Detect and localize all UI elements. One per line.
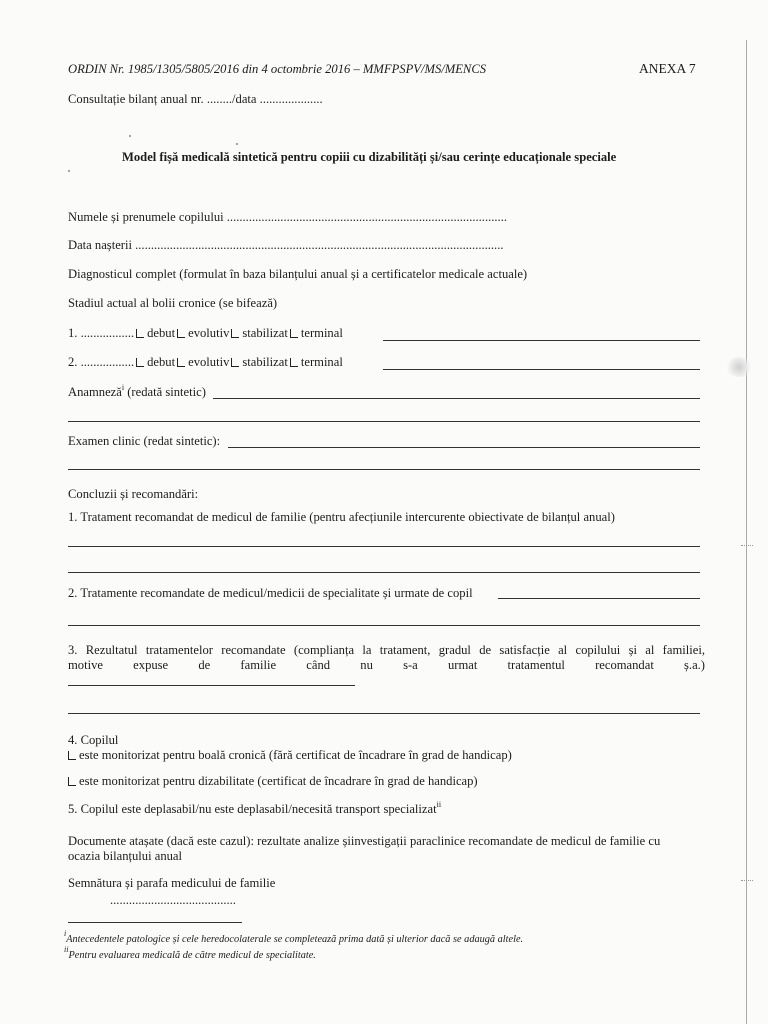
annex-label: ANEXA 7 xyxy=(639,61,696,76)
answer-line xyxy=(68,572,700,573)
scan-speck xyxy=(236,143,238,145)
item-4-option-1: este monitorizat pentru boală cronică (fără certificat de încadrare în grad de handicap) xyxy=(66,748,512,763)
item-1-label: 1. Tratament recomandat de medicul de familie (pentru afecțiunile intercurente obiectivate de bilanțul anual) xyxy=(68,510,615,524)
item-4-heading: 4. Copilul xyxy=(68,733,119,747)
stage-row-number: 2. ................. xyxy=(68,355,135,369)
stage-row-1 xyxy=(68,326,343,341)
conclusions-label: Concluzii și recomandări: xyxy=(68,487,199,501)
signature-dots: ........................................ xyxy=(110,893,236,907)
anamneza-label: Anamneză$^i$ (redată sintetic) xyxy=(68,383,206,399)
checkbox[interactable] xyxy=(136,329,144,338)
birth-date-field: Data nașterii ..................................................................................................................... xyxy=(68,238,504,252)
item-3-line-2: motive expuse de familie când nu s-a urmat tratamentul recomandat ș.a.) xyxy=(68,658,705,672)
checkbox[interactable] xyxy=(290,358,298,367)
answer-line xyxy=(498,598,700,599)
stage-row-number: 1. ................. xyxy=(68,326,135,340)
page-title: Model fișă medicală sintetică pentru copiii cu dizabilități și/sau cerințe educaționale speciale xyxy=(122,150,617,164)
diagnosis-label: Diagnosticul complet (formulat în baza bilanțului anual și a certificatelor medicale actuale) xyxy=(68,267,528,281)
footnote-2: $^{ii}$Pentru evaluarea medicală de către medicul de specialitate. xyxy=(64,945,316,961)
answer-line xyxy=(68,713,700,714)
scan-speck xyxy=(129,135,131,137)
item-4-option-2: este monitorizat pentru dizabilitate (certificat de încadrare în grad de handicap) xyxy=(66,774,478,789)
answer-line xyxy=(228,447,700,448)
edge-mark xyxy=(741,545,753,546)
stage-row-2 xyxy=(68,355,343,370)
scan-speck xyxy=(68,170,70,172)
option-terminal: terminal xyxy=(300,355,343,369)
footnote-1: $^i$Antecedentele patologice și cele heredocolaterale se completează prima dată și ulterior dacă se adaugă altele. xyxy=(64,929,524,945)
option-debut: debut xyxy=(147,326,176,340)
checkbox[interactable] xyxy=(290,329,298,338)
option-evolutiv: evolutiv xyxy=(188,355,230,369)
item-3-line-1: 3. Rezultatul tratamentelor recomandate (complianța la tratament, gradul de satisfacție al copilului și al familiei, xyxy=(68,643,705,657)
option-stabilizat: stabilizat xyxy=(242,355,288,369)
option-evolutiv: evolutiv xyxy=(188,326,230,340)
checkbox[interactable] xyxy=(177,329,185,338)
checkbox[interactable] xyxy=(68,777,76,786)
consultation-line: Consultație bilanț anual nr. ......../data .................... xyxy=(68,92,323,106)
scan-smudge xyxy=(726,357,752,377)
page-edge-line xyxy=(746,40,747,1024)
checkbox[interactable] xyxy=(231,358,239,367)
answer-line xyxy=(383,369,700,370)
checkbox[interactable] xyxy=(231,329,239,338)
answer-line xyxy=(68,469,700,470)
item-2-label: 2. Tratamente recomandate de medicul/medicii de specialitate și urmate de copil xyxy=(68,586,473,600)
option-debut: debut xyxy=(147,355,176,369)
checkbox[interactable] xyxy=(177,358,185,367)
edge-mark xyxy=(741,880,753,881)
signature-label: Semnătura și parafa medicului de familie xyxy=(68,876,276,890)
checkbox[interactable] xyxy=(136,358,144,367)
checkbox[interactable] xyxy=(68,751,76,760)
answer-line xyxy=(68,625,700,626)
answer-line xyxy=(383,340,700,341)
answer-line xyxy=(68,421,700,422)
answer-line xyxy=(213,398,700,399)
answer-line xyxy=(68,546,700,547)
documents-line-1: Documente atașate (dacă este cazul): rezultate analize șiinvestigații paraclinice recomandate de medicul de familie cu xyxy=(68,834,661,848)
footnote-separator xyxy=(68,922,242,923)
documents-line-2: ocazia bilanțului anual xyxy=(68,849,182,863)
answer-line xyxy=(68,685,355,686)
examen-label: Examen clinic (redat sintetic): xyxy=(68,434,221,448)
option-terminal: terminal xyxy=(300,326,343,340)
option-stabilizat: stabilizat xyxy=(242,326,288,340)
order-reference: ORDIN Nr. 1985/1305/5805/2016 din 4 octombrie 2016 – MMFPSPV/MS/MENCS xyxy=(68,62,487,76)
stage-intro: Stadiul actual al bolii cronice (se bifează) xyxy=(68,296,278,310)
item-5-label: 5. Copilul este deplasabil/nu este deplasabil/necesită transport specializat$^{ii}$ xyxy=(68,800,442,816)
child-name-field: Numele și prenumele copilului ......................................................................................... xyxy=(68,210,507,224)
